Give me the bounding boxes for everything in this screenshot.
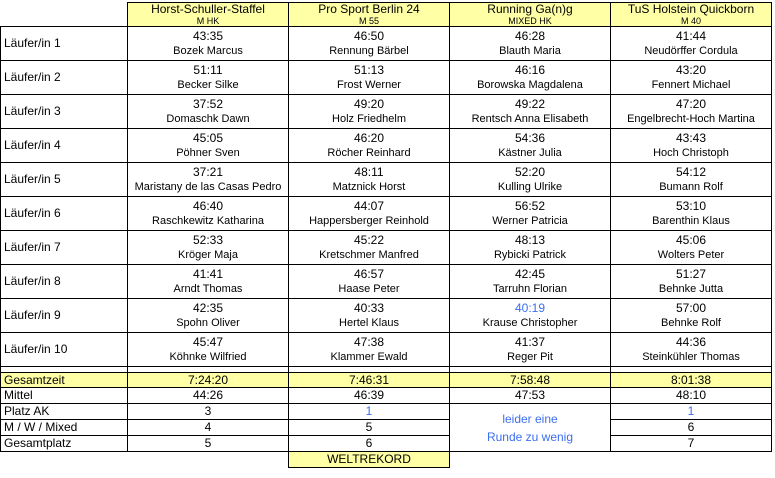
leg-time: 45:47: [192, 334, 224, 349]
team-class: MIXED HK: [508, 16, 552, 26]
mean-cell: 44:26: [128, 388, 289, 404]
leg-time: 49:20: [353, 96, 385, 111]
runner-name: Rentsch Anna Elisabeth: [471, 112, 589, 125]
runner-row: [1, 27, 772, 61]
runner-row: [1, 231, 772, 265]
runner-cell: [289, 27, 450, 61]
platz-ak-cell: 3: [128, 404, 289, 420]
runner-name: Rybicki Patrick: [493, 248, 567, 261]
leg-time: 57:00: [675, 300, 707, 315]
runner-name: Frost Werner: [337, 78, 401, 91]
runner-row: [1, 197, 772, 231]
leg-time: 45:06: [675, 232, 707, 247]
runner-name: Hertel Klaus: [339, 316, 399, 329]
runner-cell: [611, 333, 772, 367]
runner-cell: [289, 299, 450, 333]
runner-cell: [128, 163, 289, 197]
leg-time: 51:27: [675, 266, 707, 281]
leg-time: 49:22: [514, 96, 546, 111]
runner-cell: [450, 231, 611, 265]
runner-name: Kretschmer Manfred: [319, 248, 419, 261]
runner-row: [1, 129, 772, 163]
runner-name: Raschkewitz Katharina: [152, 214, 264, 227]
leg-time: 37:21: [192, 164, 224, 179]
leg-time: 46:16: [514, 62, 546, 77]
leg-time: 42:45: [514, 266, 546, 281]
gesamtplatz-cell: 5: [128, 436, 289, 452]
runner-name: Kröger Maja: [178, 248, 238, 261]
runner-cell: [611, 197, 772, 231]
total-time-cell: 7:24:20: [128, 373, 289, 388]
team-name: Running Ga(n)g: [487, 2, 573, 16]
runner-name: Behnke Jutta: [658, 282, 724, 295]
row-label: Platz AK: [1, 404, 128, 420]
mwm-cell: 6: [611, 420, 772, 436]
runner-name: Neudörffer Cordula: [644, 44, 738, 57]
row-label: Läufer/in 10: [1, 333, 128, 367]
total-time-row: [1, 373, 772, 388]
runner-name: Borowska Magdalena: [477, 78, 583, 91]
leg-time: 43:20: [675, 62, 707, 77]
leg-time: 41:44: [675, 28, 707, 43]
leg-time: 46:28: [514, 28, 546, 43]
team-class: M 55: [358, 16, 379, 26]
leg-time: 54:36: [514, 130, 546, 145]
runner-name: Matznick Horst: [332, 180, 406, 193]
runner-name: Bozek Marcus: [173, 44, 243, 57]
runner-row: [1, 163, 772, 197]
runner-cell: [450, 333, 611, 367]
gesamtplatz-cell: 6: [289, 436, 450, 452]
leg-time: 43:35: [192, 28, 224, 43]
runner-cell: [611, 129, 772, 163]
runner-row: [1, 61, 772, 95]
runner-cell: [128, 299, 289, 333]
runner-cell: [289, 95, 450, 129]
runner-row: [1, 333, 772, 367]
runner-cell: [611, 27, 772, 61]
leg-time: 44:36: [675, 334, 707, 349]
team-class: M HK: [196, 16, 220, 26]
runner-cell: [450, 61, 611, 95]
runner-cell: [611, 61, 772, 95]
header-row: [1, 3, 772, 27]
row-label: Läufer/in 5: [1, 163, 128, 197]
row-label: M / W / Mixed: [1, 420, 128, 436]
runner-name: Hoch Christoph: [653, 146, 729, 159]
runner-cell: [128, 197, 289, 231]
runner-cell: [450, 27, 611, 61]
row-label: Gesamtzeit: [1, 373, 128, 388]
runner-cell: [611, 231, 772, 265]
leg-time: 47:20: [675, 96, 707, 111]
leg-time: 43:43: [675, 130, 707, 145]
runner-name: Holz Friedhelm: [332, 112, 406, 125]
runner-cell: [289, 129, 450, 163]
runner-cell: [289, 61, 450, 95]
team-name: Pro Sport Berlin 24: [318, 2, 420, 16]
runner-cell: [611, 265, 772, 299]
runner-row: [1, 265, 772, 299]
leg-time: 40:33: [353, 300, 385, 315]
runner-cell: [450, 299, 611, 333]
leg-time: 46:40: [192, 198, 224, 213]
runner-name: Rennung Bärbel: [329, 44, 409, 57]
runner-name: Steinkühler Thomas: [642, 350, 740, 363]
mean-row: [1, 388, 772, 404]
leg-time: 46:57: [353, 266, 385, 281]
runner-cell: [128, 27, 289, 61]
runner-cell: [289, 231, 450, 265]
row-label: Läufer/in 2: [1, 61, 128, 95]
runner-cell: [289, 163, 450, 197]
row-label: Läufer/in 3: [1, 95, 128, 129]
runner-cell: [450, 197, 611, 231]
runner-name: Arndt Thomas: [173, 282, 243, 295]
runner-name: Tarruhn Florian: [493, 282, 567, 295]
runner-name: Domaschk Dawn: [166, 112, 250, 125]
platz-ak-cell: 1: [611, 404, 772, 420]
mean-cell: 46:39: [289, 388, 450, 404]
leg-time: 52:33: [192, 232, 224, 247]
mwm-cell: 4: [128, 420, 289, 436]
leg-time: 48:13: [514, 232, 546, 247]
relay-results-table: [0, 2, 772, 468]
leg-time: 48:11: [354, 164, 384, 179]
runner-cell: [450, 95, 611, 129]
total-time-cell: 7:46:31: [289, 373, 450, 388]
leg-time: 40:19: [514, 300, 546, 315]
runner-name: Pöhner Sven: [176, 146, 240, 159]
total-time-cell: 8:01:38: [611, 373, 772, 388]
leg-time: 45:22: [353, 232, 385, 247]
team-name: Horst-Schuller-Staffel: [151, 2, 265, 16]
mean-cell: 48:10: [611, 388, 772, 404]
leg-time: 54:12: [675, 164, 707, 179]
runner-name: Bumann Rolf: [659, 180, 723, 193]
team-class: M 40: [680, 16, 701, 26]
team-header-2: [289, 3, 450, 27]
runner-cell: [611, 163, 772, 197]
runner-cell: [450, 163, 611, 197]
runner-cell: [289, 265, 450, 299]
runner-cell: [128, 333, 289, 367]
runner-name: Behnke Rolf: [661, 316, 721, 329]
runner-name: Fennert Michael: [651, 78, 731, 91]
runner-cell: [128, 231, 289, 265]
runner-name: Klammer Ewald: [330, 350, 408, 363]
leg-time: 44:07: [353, 198, 385, 213]
blank-cell: [1, 452, 128, 468]
leg-time: 37:52: [192, 96, 224, 111]
gesamtplatz-cell: 7: [611, 436, 772, 452]
platz-ak-cell: 1: [289, 404, 450, 420]
leg-time: 53:10: [675, 198, 707, 213]
leg-time: 41:37: [514, 334, 546, 349]
runner-cell: [128, 61, 289, 95]
runner-cell: [611, 299, 772, 333]
leg-time: 45:05: [192, 130, 224, 145]
runner-row: [1, 95, 772, 129]
runner-name: Haase Peter: [338, 282, 400, 295]
team-name: TuS Holstein Quickborn: [627, 2, 755, 16]
runner-cell: [289, 333, 450, 367]
world-record-badge: WELTREKORD: [289, 452, 450, 468]
leg-time: 51:11: [193, 62, 223, 77]
record-row: [1, 452, 772, 468]
note-line-2: Runde zu wenig: [486, 429, 574, 444]
runner-cell: [611, 95, 772, 129]
row-label: Läufer/in 4: [1, 129, 128, 163]
leg-time: 52:20: [514, 164, 546, 179]
runner-name: Köhnke Wilfried: [169, 350, 247, 363]
note-line-1: leider eine: [502, 411, 558, 426]
runner-name: Krause Christopher: [482, 316, 578, 329]
mwm-row: [1, 420, 772, 436]
runner-name: Kästner Julia: [498, 146, 562, 159]
row-label: Läufer/in 1: [1, 27, 128, 61]
leg-time: 47:38: [353, 334, 385, 349]
team-header-3: [450, 3, 611, 27]
blank-cell: [128, 452, 289, 468]
runner-name: Maristany de las Casas Pedro: [134, 180, 282, 193]
mean-cell: 47:53: [450, 388, 611, 404]
runner-cell: [128, 95, 289, 129]
blank-cell: [611, 452, 772, 468]
row-label: Läufer/in 8: [1, 265, 128, 299]
runner-cell: [289, 197, 450, 231]
leg-time: 46:50: [353, 28, 385, 43]
runner-cell: [128, 129, 289, 163]
team-header-1: [128, 3, 289, 27]
row-label: Gesamtplatz: [1, 436, 128, 452]
row-label: Läufer/in 6: [1, 197, 128, 231]
gesamtplatz-row: [1, 436, 772, 452]
header-corner: [1, 3, 128, 27]
leg-time: 41:41: [192, 266, 224, 281]
blank-cell: [450, 452, 611, 468]
runner-name: Engelbrecht-Hoch Martina: [627, 112, 755, 125]
runner-name: Wolters Peter: [657, 248, 725, 261]
disqualification-note: [450, 404, 611, 452]
runner-name: Röcher Reinhard: [327, 146, 411, 159]
runner-name: Barenthin Klaus: [652, 214, 730, 227]
platz-ak-row: [1, 404, 772, 420]
row-label: Mittel: [1, 388, 128, 404]
runner-name: Becker Silke: [177, 78, 239, 91]
runner-name: Spohn Oliver: [176, 316, 240, 329]
runner-name: Werner Patricia: [492, 214, 568, 227]
leg-time: 46:20: [353, 130, 385, 145]
total-time-cell: 7:58:48: [450, 373, 611, 388]
runner-cell: [128, 265, 289, 299]
runner-name: Blauth Maria: [499, 44, 561, 57]
runner-cell: [450, 265, 611, 299]
runner-name: Kulling Ulrike: [497, 180, 563, 193]
leg-time: 51:13: [353, 62, 385, 77]
runner-row: [1, 299, 772, 333]
mwm-cell: 5: [289, 420, 450, 436]
leg-time: 56:52: [514, 198, 546, 213]
row-label: Läufer/in 7: [1, 231, 128, 265]
team-header-4: [611, 3, 772, 27]
runner-cell: [450, 129, 611, 163]
leg-time: 42:35: [192, 300, 224, 315]
runner-name: Reger Pit: [507, 350, 553, 363]
row-label: Läufer/in 9: [1, 299, 128, 333]
runner-name: Happersberger Reinhold: [309, 214, 429, 227]
